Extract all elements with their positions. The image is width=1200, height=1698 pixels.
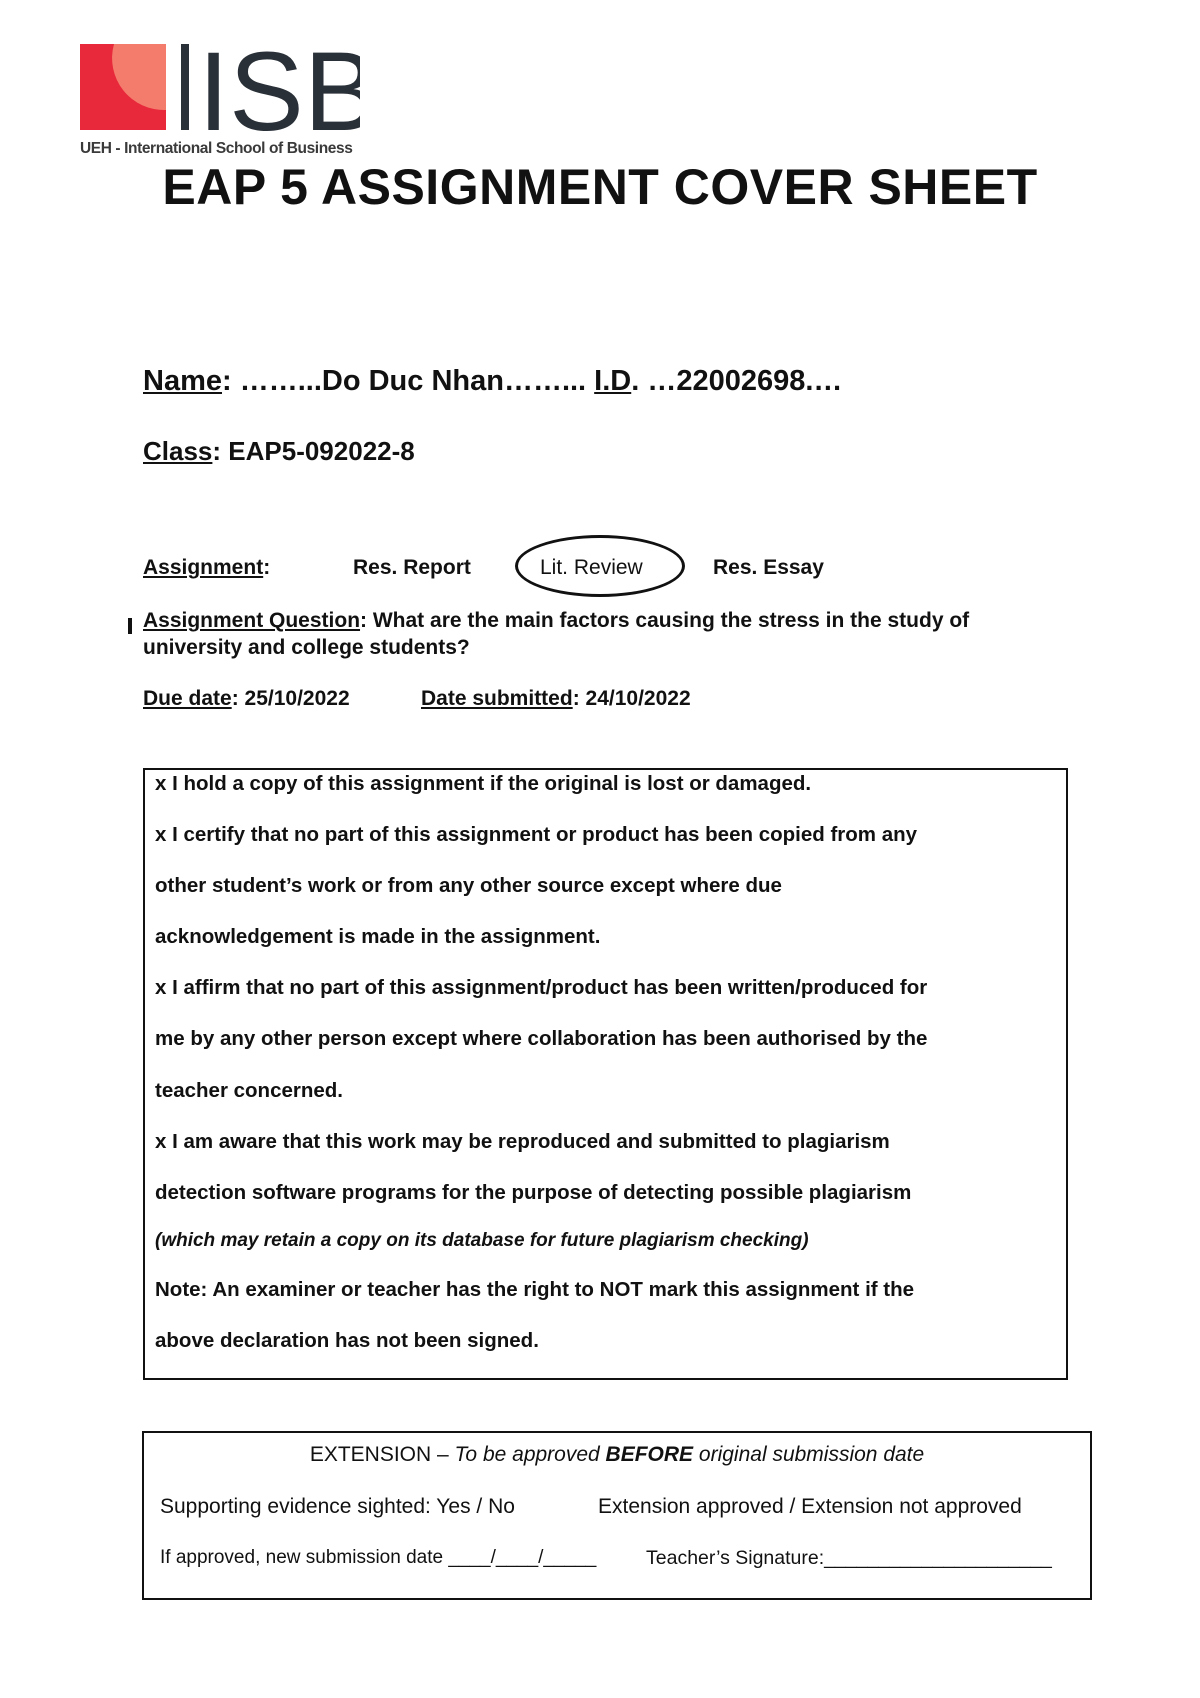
id-label: I.D [594, 365, 632, 397]
declaration-note-1: Note: An examiner or teacher has the right to NOT mark this assignment if the [155, 1278, 915, 1301]
due-label: Due date [143, 687, 232, 710]
new-submission-date: If approved, new submission date ____/____/_____ [160, 1547, 597, 1568]
isb-logo [80, 42, 360, 160]
declaration-line-1: x I hold a copy of this assignment if the original is lost or damaged. [155, 772, 812, 795]
submitted-label: Date submitted [421, 687, 573, 710]
option-res-essay: Res. Essay [713, 556, 824, 579]
declaration-line-5: x I affirm that no part of this assignment/product has been written/produced for [155, 976, 928, 999]
declaration-line-8: x I am aware that this work may be reproduced and submitted to plagiarism [155, 1130, 890, 1153]
name-value: : ……...Do Duc Nhan……... [222, 365, 595, 397]
assignment-colon: : [263, 556, 271, 579]
declaration-line-6: me by any other person except where collaboration has been authorised by the [155, 1027, 928, 1050]
extension-italic-2: original submission date [693, 1443, 925, 1466]
question-text-1: : What are the main factors causing the stress in the study of [360, 609, 970, 632]
due-date-row [143, 687, 350, 711]
logo-tagline: UEH - International School of Business [80, 140, 353, 157]
extension-box [142, 1431, 1092, 1600]
declaration-line-2: x I certify that no part of this assignment or product has been copied from any [155, 823, 918, 846]
declaration-note-2: above declaration has not been signed. [155, 1329, 539, 1352]
teacher-signature: Teacher’s Signature:_____________________ [646, 1547, 1052, 1569]
name-row [143, 365, 842, 398]
declaration-line-3: other student’s work or from any other source except where due [155, 874, 782, 897]
margin-mark [128, 618, 132, 634]
isb-logo-mark [80, 42, 360, 142]
id-value: . …22002698.… [631, 365, 843, 397]
declaration-box [143, 768, 1068, 1380]
assignment-question [143, 609, 969, 633]
extension-heading [144, 1443, 1090, 1467]
option-res-report: Res. Report [353, 556, 471, 579]
question-text-2: university and college students? [143, 636, 470, 659]
declaration-line-7: teacher concerned. [155, 1079, 343, 1102]
class-value: : EAP5-092022-8 [212, 436, 415, 466]
option-lit-review: Lit. Review [540, 556, 643, 579]
submitted-date-row [421, 687, 691, 711]
declaration-line-4: acknowledgement is made in the assignment. [155, 925, 601, 948]
extension-approval: Extension approved / Extension not approved [598, 1495, 1022, 1518]
extension-before: BEFORE [605, 1443, 694, 1466]
assignment-label-wrap [143, 556, 270, 580]
question-label: Assignment Question [143, 609, 361, 632]
extension-dash: – [431, 1443, 455, 1466]
isb-logo-wordmark: ISB [198, 42, 360, 142]
declaration-italic-note: (which may retain a copy on its database for future plagiarism checking) [155, 1230, 809, 1251]
submitted-value: : 24/10/2022 [572, 687, 691, 710]
due-value: : 25/10/2022 [231, 687, 350, 710]
declaration-line-9: detection software programs for the purpose of detecting possible plagiarism [155, 1181, 912, 1204]
extension-title: EXTENSION [309, 1443, 432, 1466]
class-label: Class [143, 436, 213, 466]
extension-italic-1: To be approved [454, 1443, 606, 1466]
assignment-label: Assignment [143, 556, 264, 579]
class-row [143, 436, 415, 467]
name-label: Name [143, 365, 222, 397]
supporting-evidence: Supporting evidence sighted: Yes / No [160, 1495, 515, 1518]
page-title: EAP 5 ASSIGNMENT COVER SHEET [162, 159, 1038, 215]
